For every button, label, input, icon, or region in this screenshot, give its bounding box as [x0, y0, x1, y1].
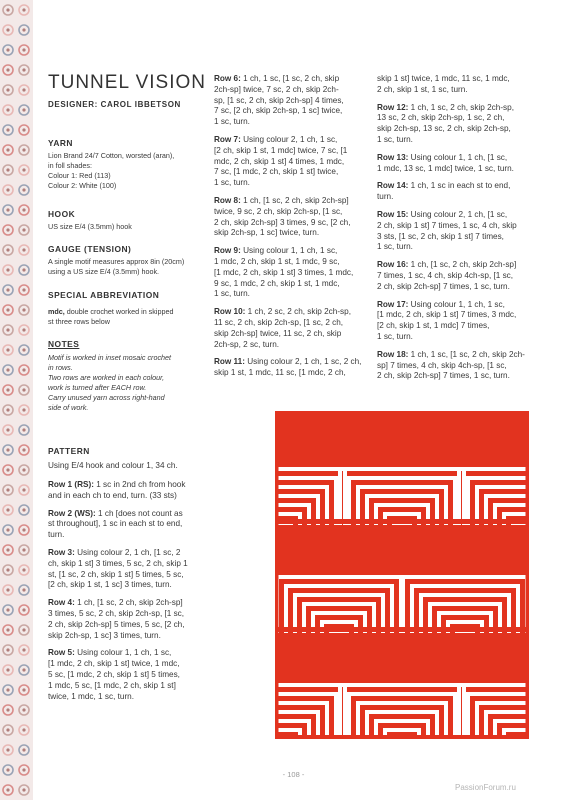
- row-instruction-line: 1 ch, [1 sc, 2 ch, skip 2ch-sp]: [74, 598, 183, 608]
- strip-dot-mark: [6, 588, 9, 591]
- swatch-stripe: [338, 683, 342, 739]
- pattern-rows-column-1: [48, 480, 216, 709]
- swatch-stripe: [374, 719, 430, 723]
- strip-dot-mark: [22, 148, 25, 151]
- row-instruction-line: [2 ch, skip 1 st, 1 mdc] 7 times,: [377, 321, 490, 331]
- row-label: Row 12:: [377, 102, 409, 112]
- notes-line: Carry unused yarn across right-hand: [48, 393, 165, 402]
- row-instruction-line: 1 mdc, 5 sc, [1 mdc, 2 ch, skip 1 st]: [48, 680, 176, 690]
- swatch-stripe: [410, 584, 520, 588]
- swatch-stripe: [516, 584, 520, 633]
- row-instruction-line: 13 sc, 2 ch, skip 2ch-sp, 1 sc, 2 ch,: [377, 113, 505, 123]
- row-instruction-line: 1 sc, turn.: [214, 117, 250, 127]
- row-instruction-line: 1 ch, [1 sc, 2 ch, skip 2ch-sp]: [408, 260, 517, 270]
- strip-dot-mark: [22, 268, 25, 271]
- row-instruction-line: 9 sc, 1 mdc, 2 ch, skip 1 st, 1 mdc,: [214, 278, 340, 288]
- swatch-stripe: [338, 467, 342, 525]
- row-instruction-line: Using colour 2, 1 ch, [1 sc, 2: [74, 547, 181, 557]
- strip-dot-mark: [22, 568, 25, 571]
- strip-dot-mark: [22, 168, 25, 171]
- row-instruction-line: 1 sc, turn.: [214, 178, 250, 188]
- swatch-stripe: [462, 683, 466, 739]
- swatch-stripe: [484, 494, 529, 498]
- swatch-stripe: [275, 701, 329, 705]
- swatch-stripe: [437, 611, 493, 615]
- swatch-stripe: [275, 485, 329, 489]
- row-label: Row 14:: [377, 181, 409, 191]
- swatch-stripe: [275, 494, 320, 498]
- abbreviation-line: st three rows below: [48, 317, 110, 326]
- strip-dot-mark: [6, 568, 9, 571]
- pattern-rows-column-2: [214, 74, 374, 386]
- swatch-stripe: [293, 593, 385, 597]
- swatch-stripe: [356, 485, 448, 489]
- strip-dot-mark: [6, 168, 9, 171]
- strip-dot-mark: [22, 668, 25, 671]
- strip-dot-mark: [6, 368, 9, 371]
- row-label: Row 5:: [48, 648, 75, 658]
- swatch-stripe: [343, 467, 347, 525]
- strip-dot-mark: [6, 8, 9, 11]
- strip-dot-mark: [6, 248, 9, 251]
- pattern-row: [214, 74, 374, 128]
- strip-dot-mark: [22, 108, 25, 111]
- row-instruction-line: 7 sc, [1 mdc, 2 ch, skip 1 st] twice,: [214, 167, 339, 177]
- row-label: Row 16:: [377, 260, 409, 270]
- abbreviation-line: double crochet worked in skipped: [64, 307, 174, 316]
- row-instruction-line: 1 sc, turn.: [214, 289, 250, 299]
- swatch-stripe: [275, 503, 311, 507]
- swatch-stripe: [457, 683, 461, 739]
- pattern-intro: Using E/4 hook and colour 1, 34 ch.: [48, 461, 178, 470]
- strip-dot-mark: [22, 488, 25, 491]
- pattern-row: [214, 357, 374, 379]
- row-label: Row 8:: [214, 195, 241, 205]
- row-instruction-line: 1 mdc, 13 sc, 1 mdc] twice, 1 sc, turn.: [377, 163, 514, 173]
- pattern-row: [48, 509, 216, 541]
- row-instruction-line: sp, [1 sc, 2 ch, skip 2ch-sp] 4 times,: [214, 95, 344, 105]
- pattern-row: [377, 210, 547, 253]
- abbreviation-term: mdc,: [48, 307, 65, 316]
- swatch-stripe: [466, 476, 529, 480]
- swatch-stripe: [444, 701, 448, 739]
- strip-dot-mark: [6, 488, 9, 491]
- row-instruction-line: mdc, 2 ch, skip 1 st] 4 times, 1 mdc,: [214, 156, 345, 166]
- swatch-stripe: [325, 701, 329, 739]
- strip-dot-mark: [6, 428, 9, 431]
- swatch-stripe: [356, 701, 360, 739]
- row-instruction-line: ch, skip 1 st] 3 times, 5 sc, 2 ch, skip 1: [48, 558, 188, 568]
- strip-dot-mark: [6, 208, 9, 211]
- row-instruction-line: 1 ch [does not count as: [95, 508, 183, 518]
- page-title: TUNNEL VISION: [48, 72, 206, 93]
- swatch-stripe: [462, 467, 466, 525]
- strip-dot-mark: [22, 588, 25, 591]
- strip-dot-mark: [22, 8, 25, 11]
- row-label: Row 10:: [214, 307, 246, 317]
- strip-dot-mark: [22, 708, 25, 711]
- swatch-stripe: [275, 467, 347, 471]
- swatch-stripe: [484, 710, 529, 714]
- strip-dot-mark: [6, 68, 9, 71]
- swatch-stripe: [428, 602, 502, 606]
- row-instruction-line: Using colour 1, 1 ch, 1 sc,: [240, 246, 338, 256]
- gauge-line: A single motif measures approx 8in (20cm): [48, 257, 185, 266]
- pattern-row: [48, 598, 216, 641]
- row-instruction-line: 2 ch, skip 1 st, 1 sc, turn.: [377, 84, 468, 94]
- row-instruction-line: and in each ch to end, turn. (33 sts): [48, 490, 177, 500]
- strip-dot-mark: [6, 468, 9, 471]
- swatch-stripe: [466, 476, 470, 525]
- strip-dot-mark: [22, 688, 25, 691]
- swatch-stripe: [383, 728, 421, 732]
- swatch-stripe: [302, 602, 376, 606]
- swatch-stripe: [347, 476, 351, 525]
- pattern-heading: PATTERN: [48, 446, 90, 456]
- swatch-stripe: [475, 701, 479, 739]
- pattern-row: [214, 135, 374, 189]
- row-label: Row 13:: [377, 152, 409, 162]
- swatch-stripe: [320, 620, 358, 624]
- yarn-line: Colour 1: Red (113): [48, 171, 111, 180]
- swatch-stripe: [275, 575, 403, 579]
- row-instruction-line: 2 ch, skip 1 st] 7 times, 1 sc, 4 ch, skip: [377, 220, 517, 230]
- row-instruction-line: 1 ch, 1 sc, 2 ch, skip 2ch-sp,: [408, 102, 514, 112]
- row-instruction-line: skip 2ch-sp, 13 sc, 2 ch, skip 2ch-sp,: [377, 124, 511, 134]
- strip-dot-mark: [22, 468, 25, 471]
- swatch-stripe: [446, 620, 484, 624]
- row-label: Row 2 (WS):: [48, 508, 96, 518]
- strip-dot-mark: [22, 648, 25, 651]
- watermark: PassionForum.ru: [455, 783, 516, 792]
- swatch-stripe: [401, 575, 529, 579]
- designer-credit: DESIGNER: CAROL IBBETSON: [48, 100, 181, 109]
- swatch-stripe: [275, 512, 302, 516]
- strip-dot-mark: [22, 388, 25, 391]
- hook-text: US size E/4 (3.5mm) hook: [48, 222, 132, 231]
- row-instruction-line: Using colour 1, 1 ch, [1 sc,: [408, 152, 508, 162]
- row-instruction-line: 11 sc, 2 ch, skip 2ch-sp, [1 sc, 2 ch,: [214, 317, 344, 327]
- row-instruction-line: [1 mdc, 2 ch, skip 1 st] 3 times, 1 mdc,: [214, 267, 354, 277]
- swatch-band: [275, 519, 529, 524]
- strip-dot-mark: [6, 648, 9, 651]
- swatch-stripe: [338, 467, 466, 471]
- swatch-stripe: [502, 512, 529, 516]
- row-label: Row 18:: [377, 349, 409, 359]
- row-label: Row 3:: [48, 547, 75, 557]
- decorative-pattern-strip: [0, 0, 33, 800]
- strip-dot-mark: [6, 148, 9, 151]
- swatch-stripe: [343, 683, 347, 739]
- strip-dot-mark: [6, 728, 9, 731]
- swatch-stripe: [275, 728, 302, 732]
- swatch-stripe: [311, 611, 367, 615]
- strip-dot-mark: [22, 368, 25, 371]
- row-instruction-line: skip 1 st, 1 mdc, 11 sc, [1 mdc, 2 ch,: [214, 368, 346, 378]
- strip-dot-mark: [6, 128, 9, 131]
- notes-heading: NOTES: [48, 339, 80, 349]
- row-instruction-line: 2 ch, skip 2ch-sp] 3 times, 9 sc, [2 ch,: [214, 217, 351, 227]
- strip-dot-mark: [22, 408, 25, 411]
- row-label: Row 6:: [214, 74, 241, 83]
- pattern-row: [48, 548, 216, 591]
- swatch-stripe: [284, 584, 394, 588]
- strip-dot-mark: [6, 528, 9, 531]
- row-instruction-line: 1 sc, turn.: [377, 242, 413, 252]
- strip-dot-mark: [22, 548, 25, 551]
- yarn-line: Colour 2: White (100): [48, 181, 117, 190]
- row-instruction-line: Using colour 2, 1 ch, 1 sc, 2 ch,: [244, 357, 362, 367]
- swatch-stripe: [356, 701, 448, 705]
- pattern-row: [377, 153, 547, 175]
- pattern-row: [377, 181, 547, 203]
- swatch-stripe: [365, 710, 439, 714]
- row-label: Row 4:: [48, 598, 75, 608]
- swatch-stripe: [365, 494, 439, 498]
- row-instruction-line: 7 times, 1 sc, 4 ch, skip 4ch-sp, [1 sc,: [377, 270, 514, 280]
- strip-dot-mark: [22, 48, 25, 51]
- row-instruction-line: 1 ch, [1 sc, 2 ch, skip 2ch-sp]: [240, 195, 349, 205]
- hook-heading: HOOK: [48, 209, 76, 219]
- strip-dot-mark: [6, 48, 9, 51]
- strip-dot-mark: [6, 108, 9, 111]
- swatch-stripe: [334, 692, 338, 739]
- swatch-stripe: [410, 584, 414, 633]
- strip-dot-mark: [22, 88, 25, 91]
- strip-dot-mark: [22, 308, 25, 311]
- row-label: Row 11:: [214, 357, 245, 367]
- swatch-stripe: [475, 701, 529, 705]
- row-instruction-line: 5 sc, [1 mdc, 2 ch, skip 1 st] 5 times,: [48, 669, 180, 679]
- swatch-band: [275, 627, 529, 632]
- row-instruction-line: 1 sc, turn.: [377, 134, 413, 144]
- swatch-stripe: [419, 593, 511, 597]
- swatch-stripe: [453, 476, 457, 525]
- yarn-line: in foll shades:: [48, 161, 92, 170]
- yarn-text: [48, 151, 208, 191]
- pattern-row: [214, 196, 374, 239]
- gauge-line: using a US size E/4 (3.5mm) hook.: [48, 267, 160, 276]
- row-instruction-line: 2ch-sp] twice, 7 sc, 2 ch, skip 2ch-: [214, 84, 339, 94]
- row-instruction-line: turn.: [377, 192, 394, 202]
- swatch-stripe: [275, 692, 338, 696]
- pattern-row: [377, 103, 547, 146]
- notes-line: side of work.: [48, 403, 89, 412]
- strip-dot-mark: [6, 388, 9, 391]
- swatch-stripe: [316, 710, 320, 739]
- strip-dot-mark: [22, 248, 25, 251]
- strip-dot-mark: [22, 128, 25, 131]
- swatch-stripe: [493, 719, 529, 723]
- strip-dot-mark: [22, 508, 25, 511]
- strip-dot-mark: [22, 188, 25, 191]
- strip-dot-mark: [22, 228, 25, 231]
- crochet-swatch-image: [275, 411, 529, 739]
- row-instruction-line: skip 2ch-sp, 1 sc] 3 times, turn.: [48, 630, 161, 640]
- swatch-stripe: [435, 710, 439, 739]
- row-instruction-line: twice, 9 sc, 2 ch, skip 2ch-sp, [1 sc,: [214, 206, 343, 216]
- pattern-rows-column-3: [377, 74, 547, 389]
- notes-line: in rows.: [48, 363, 73, 372]
- row-instruction-line: 1 ch, 1 sc, [1 sc, 2 ch, skip 2ch-: [408, 349, 525, 359]
- row-label: Row 17:: [377, 299, 409, 309]
- row-instruction-line: 1 ch, 2 sc, 2 ch, skip 2ch-sp,: [245, 307, 351, 317]
- notes-line: Motif is worked in inset mosaic crochet: [48, 353, 172, 362]
- swatch-stripe: [275, 476, 338, 480]
- pattern-row: [214, 246, 374, 300]
- pattern-row: [377, 300, 547, 343]
- strip-dot-mark: [6, 608, 9, 611]
- strip-dot-mark: [22, 628, 25, 631]
- swatch-stripe: [275, 683, 347, 687]
- swatch-stripe: [484, 710, 488, 739]
- strip-dot-mark: [6, 288, 9, 291]
- row-instruction-line: Using colour 1, 1 ch, 1 sc,: [74, 648, 172, 658]
- yarn-line: Lion Brand 24/7 Cotton, worsted (aran),: [48, 151, 175, 160]
- strip-dot-mark: [6, 548, 9, 551]
- notes-text: [48, 353, 213, 413]
- page-number: - 108 -: [282, 770, 305, 779]
- row-instruction-line: turn.: [48, 530, 65, 540]
- strip-dot-mark: [22, 68, 25, 71]
- swatch-stripe: [457, 467, 529, 471]
- strip-dot-mark: [6, 328, 9, 331]
- pattern-row: [377, 74, 547, 96]
- row-instruction-line: 2ch-sp, 2 sc, turn.: [214, 339, 280, 349]
- strip-dot-mark: [6, 188, 9, 191]
- row-label: Row 1 (RS):: [48, 480, 94, 489]
- strip-dot-mark: [6, 268, 9, 271]
- special-abbreviation-heading: SPECIAL ABBREVIATION: [48, 290, 160, 300]
- strip-dot-mark: [22, 428, 25, 431]
- strip-dot-mark: [22, 608, 25, 611]
- row-instruction-line: skip 2ch-sp] twice, 11 sc, 2 ch, skip: [214, 328, 342, 338]
- yarn-heading: YARN: [48, 138, 73, 148]
- swatch-stripe: [338, 683, 466, 687]
- gauge-heading: GAUGE (TENSION): [48, 244, 132, 254]
- swatch-stripe: [275, 719, 311, 723]
- strip-dot-mark: [6, 668, 9, 671]
- strip-dot-mark: [6, 708, 9, 711]
- pattern-row: [377, 350, 547, 382]
- row-instruction-line: sp] 7 times, 4 ch, skip 4ch-sp, [1 sc,: [377, 360, 507, 370]
- swatch-stripe: [365, 710, 369, 739]
- row-instruction-line: 1 ch, 1 sc, [1 sc, 2 ch, skip: [240, 74, 340, 83]
- pattern-row: [48, 480, 216, 502]
- swatch-stripe: [390, 584, 394, 633]
- row-instruction-line: skip 1 st] twice, 1 mdc, 11 sc, 1 mdc,: [377, 74, 510, 83]
- strip-dot-mark: [22, 348, 25, 351]
- swatch-stripe: [475, 485, 529, 489]
- strip-dot-mark: [22, 28, 25, 31]
- strip-dot-mark: [22, 328, 25, 331]
- strip-dot-mark: [6, 308, 9, 311]
- strip-dot-mark: [22, 788, 25, 791]
- row-label: Row 9:: [214, 246, 241, 256]
- strip-dot-mark: [22, 748, 25, 751]
- strip-dot-mark: [6, 88, 9, 91]
- strip-dot-mark: [6, 788, 9, 791]
- swatch-stripe: [493, 503, 529, 507]
- row-instruction-line: [2 ch, skip 1 st, 1 mdc] twice, 7 sc, [1: [214, 145, 348, 155]
- swatch-stripe: [466, 692, 529, 696]
- row-instruction-line: Using colour 2, 1 ch, [1 sc,: [408, 209, 508, 219]
- row-instruction-line: Using colour 1, 1 ch, 1 sc,: [408, 299, 505, 309]
- strip-dot-mark: [22, 728, 25, 731]
- special-abbreviation-text: [48, 307, 213, 327]
- pattern-row: [48, 648, 216, 702]
- swatch-stripe: [466, 692, 470, 739]
- row-label: Row 15:: [377, 209, 409, 219]
- strip-dot-mark: [6, 628, 9, 631]
- row-instruction-line: twice, 1 mdc, 1 sc, turn.: [48, 691, 134, 701]
- row-instruction-line: 2 ch, skip 2ch-sp] 7 times, 1 sc, turn.: [377, 371, 510, 381]
- strip-dot-mark: [6, 408, 9, 411]
- strip-dot-mark: [6, 28, 9, 31]
- swatch-stripe: [453, 692, 457, 739]
- row-label: Row 7:: [214, 134, 241, 144]
- row-instruction-line: 1 sc, turn.: [377, 331, 413, 341]
- swatch-stripe: [334, 476, 338, 525]
- row-instruction-line: st throughout], 1 sc in each st to end,: [48, 519, 183, 529]
- row-instruction-line: 3 sts, [1 sc, 2 ch, skip 1 st] 7 times,: [377, 231, 504, 241]
- strip-dot-mark: [22, 288, 25, 291]
- row-instruction-line: 1 sc in 2nd ch from hook: [93, 480, 186, 489]
- pattern-row: [377, 260, 547, 292]
- notes-line: Two rows are worked in each colour,: [48, 373, 165, 382]
- swatch-stripe: [374, 503, 430, 507]
- row-instruction-line: 2 ch, skip 2ch-sp] 7 times, 1 sc, turn.: [377, 281, 510, 291]
- swatch-stripe: [457, 683, 529, 687]
- strip-dot-mark: [6, 508, 9, 511]
- row-instruction-line: st, [1 sc, 2 ch, skip 1 st] 5 times, 5 sc,: [48, 569, 184, 579]
- strip-dot-mark: [6, 748, 9, 751]
- swatch-stripe: [284, 584, 288, 633]
- row-instruction-line: [1 mdc, 2 ch, skip 1 st] 7 times, 3 mdc,: [377, 310, 517, 320]
- strip-dot-mark: [6, 688, 9, 691]
- swatch-stripe: [275, 710, 320, 714]
- row-instruction-line: 1 mdc, 2 ch, skip 1 st, 1 mdc, 9 sc,: [214, 256, 340, 266]
- notes-line: work is turned after EACH row.: [48, 383, 147, 392]
- swatch-stripe: [347, 692, 457, 696]
- pattern-row: [214, 307, 374, 350]
- strip-dot-mark: [6, 228, 9, 231]
- row-instruction-line: Using colour 2, 1 ch, 1 sc,: [240, 134, 338, 144]
- swatch-stripe: [401, 575, 405, 633]
- row-instruction-line: [1 mdc, 2 ch, skip 1 st] twice, 1 mdc,: [48, 659, 180, 669]
- strip-dot-mark: [22, 448, 25, 451]
- swatch-stripe: [347, 692, 351, 739]
- swatch-stripe: [383, 512, 421, 516]
- swatch-stripe: [457, 467, 461, 525]
- row-instruction-line: 2 ch, skip 2ch-sp] 5 times, 5 sc, [2 ch,: [48, 619, 185, 629]
- strip-dot-mark: [22, 528, 25, 531]
- swatch-stripe: [502, 728, 529, 732]
- gauge-text: [48, 257, 213, 277]
- strip-dot-mark: [6, 348, 9, 351]
- row-instruction-line: 7 sc, [2 ch, skip 2ch-sp, 1 sc] twice,: [214, 106, 343, 116]
- row-instruction-line: skip 2ch-sp, 1 sc] twice, turn.: [214, 228, 320, 238]
- row-instruction-line: [2 ch, skip 1 st, 1 sc] 3 times, turn.: [48, 580, 172, 590]
- swatch-stripe: [347, 476, 457, 480]
- row-instruction-line: 3 times, 5 sc, 2 ch, skip 2ch-sp, [1 sc,: [48, 608, 185, 618]
- strip-dot-mark: [22, 208, 25, 211]
- row-instruction-line: 1 ch, 1 sc in each st to end,: [408, 181, 511, 191]
- strip-dot-mark: [6, 448, 9, 451]
